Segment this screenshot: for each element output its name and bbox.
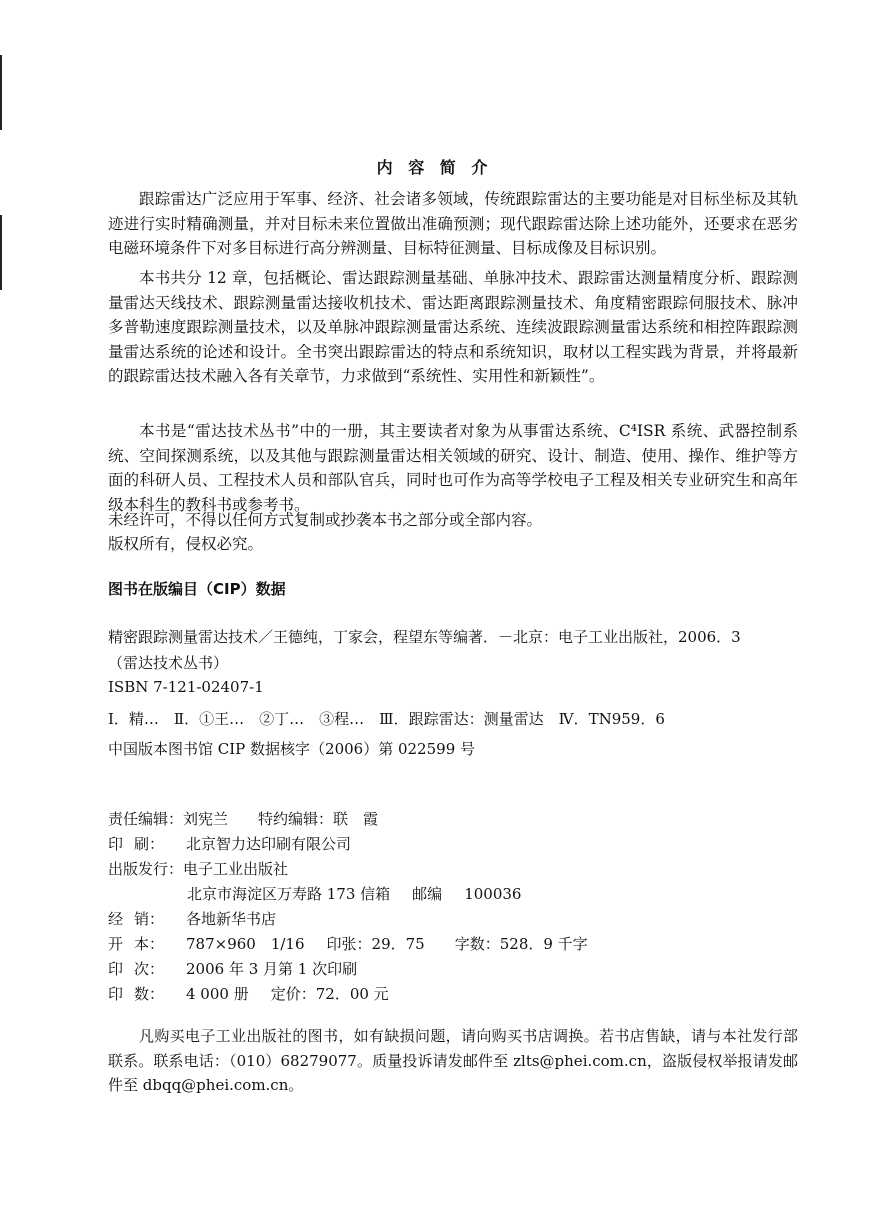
words-label: 字数： [454, 935, 500, 953]
price-label: 定价： [270, 985, 316, 1003]
address-value: 北京市海淀区万寿路 173 信箱 [187, 885, 391, 903]
imprint-edition-row: 印 次： 2006 年 3 月第 1 次印刷 [108, 960, 358, 978]
copyright-line: 版权所有，侵权必究。 [108, 535, 264, 553]
imprint-distributor-row: 经 销： 各地新华书店 [108, 910, 277, 928]
cip-series: （雷达技术丛书） [108, 654, 229, 672]
purchase-notice: 凡购买电子工业出版社的图书，如有缺损问题，请向购买书店调换。若书店售缺，请与本社发行部联系。联系电话：（010）68279077。质量投诉请发邮件至 zlts@phei.com.cn，盗版侵权举报请发邮件至 dbqq@phei.com.cn。 [108, 1027, 798, 1095]
cip-isbn: ISBN 7-121-02407-1 [108, 678, 264, 696]
imprint-count-row: 印 数： 4 000 册 定价：72．00 元 [108, 985, 389, 1003]
postcode-value: 100036 [464, 885, 522, 903]
postcode-label: 邮编 [412, 885, 443, 903]
editor-label: 责任编辑： [108, 810, 184, 828]
special-editor-value: 联 霞 [333, 810, 379, 828]
publisher-value: 电子工业出版社 [183, 860, 289, 878]
imprint-address-row [187, 883, 521, 904]
format-value: 787×960 1/16 [186, 935, 305, 953]
scan-edge-mark [0, 215, 2, 290]
imprint-printer-row: 印 刷： 北京智力达印刷有限公司 [108, 835, 352, 853]
sheets-value: 29．75 [371, 935, 425, 953]
words-value: 528．9 千字 [499, 935, 588, 953]
scan-edge-mark [0, 55, 2, 130]
special-editor-label: 特约编辑： [258, 810, 334, 828]
publisher-label: 出版发行： [108, 860, 184, 878]
count-value: 4 000 册 [186, 985, 249, 1003]
intro-paragraph: 本书共分 12 章，包括概论、雷达跟踪测量基础、单脉冲技术、跟踪雷达测量精度分析、跟踪测量雷达天线技术、跟踪测量雷达接收机技术、雷达距离跟踪测量技术、角度精密跟踪伺服技术、脉冲多普勒速度跟踪测量技术，以及单脉冲跟踪测量雷达系统、连续波跟踪测量雷达系统和相控阵跟踪测量雷达系统的论述和设计。全书突出跟踪雷达的特点和系统知识，取材以工程实践为背景，并将最新的跟踪雷达技术融入各有关章节，力求做到“系统性、实用性和新颖性”。 [108, 269, 798, 386]
imprint-format-row: 开 本： 787×960 1/16 印张：29．75 字数：528．9 千字 [108, 935, 588, 953]
page-title: 内 容 简 介 [376, 158, 493, 177]
price-value: 72．00 元 [315, 985, 389, 1003]
intro-paragraph: 跟踪雷达广泛应用于军事、经济、社会诸多领域，传统跟踪雷达的主要功能是对目标坐标及其轨迹进行实时精确测量，并对目标未来位置做出准确预测；现代跟踪雷达除上述功能外，还要求在恶劣电磁环境条件下对多目标进行高分辨测量、目标特征测量、目标成像及目标识别。 [108, 190, 798, 258]
distributor-value: 各地新华书店 [186, 910, 277, 928]
cip-classification: Ⅰ．精… Ⅱ．①王… ②丁… ③程… Ⅲ．跟踪雷达：测量雷达 Ⅳ．TN959．6 [108, 710, 665, 728]
printer-value: 北京智力达印刷有限公司 [186, 835, 352, 853]
cip-line: 精密跟踪测量雷达技术／王德纯，丁家会，程望东等编著．－北京：电子工业出版社，2006．3 [108, 628, 741, 646]
intro-paragraph: 本书是“雷达技术丛书”中的一册，其主要读者对象为从事雷达系统、C⁴ISR 系统、武器控制系统、空间探测系统，以及其他与跟踪测量雷达相关领域的研究、设计、制造、使用、操作、维护等方面的科研人员、工程技术人员和部队官兵，同时也可作为高等学校电子工程及相关专业研究生和高年级本科生的教科书或参考书。 [108, 422, 798, 514]
edition-value: 2006 年 3 月第 1 次印刷 [186, 960, 358, 978]
sheets-label: 印张： [326, 935, 372, 953]
cip-heading: 图书在版编目（CIP）数据 [108, 580, 286, 598]
cip-record: 中国版本图书馆 CIP 数据核字（2006）第 022599 号 [108, 740, 476, 758]
imprint-editor-row [108, 808, 378, 829]
copyright-line: 未经许可，不得以任何方式复制或抄袭本书之部分或全部内容。 [108, 511, 543, 529]
imprint-publisher-row [108, 858, 288, 879]
editor-value: 刘宪兰 [183, 810, 229, 828]
